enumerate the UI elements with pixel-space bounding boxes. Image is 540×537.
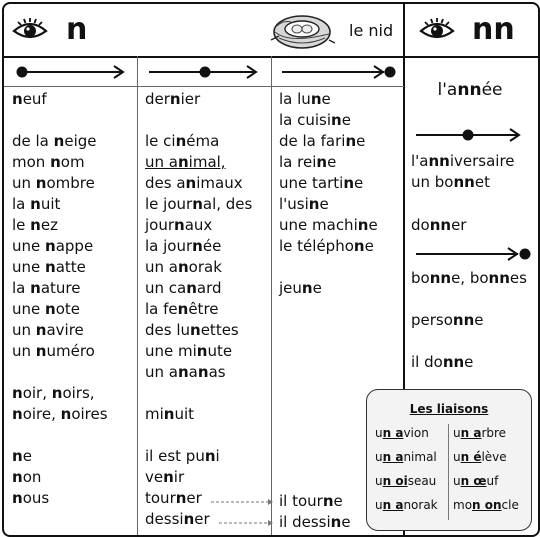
arrow-start-icon — [14, 62, 128, 82]
word-item: un bonnet — [411, 173, 490, 191]
liaisons-divider — [448, 424, 449, 520]
nn-donner — [411, 215, 466, 236]
column-n-end-verbs — [279, 491, 351, 533]
word-item: un animal, — [145, 153, 226, 171]
word-item: tourner — [145, 489, 202, 507]
col-divider-1 — [137, 56, 138, 535]
word-item: l'usine — [279, 195, 329, 213]
word-item: bonne, bonnes — [411, 269, 527, 287]
nn-title-word — [404, 80, 536, 101]
liaisons-box — [366, 389, 532, 531]
letter-nn-title: nn — [472, 12, 515, 47]
eye-icon — [419, 16, 455, 42]
word-item: un nombre — [12, 174, 95, 192]
word-item: jeune — [279, 279, 322, 297]
word-item — [12, 110, 108, 131]
liaison-item: un arbre — [453, 426, 507, 440]
word-item: le téléphone — [279, 237, 374, 255]
word-item: minuit — [145, 405, 195, 423]
word-item: personne — [411, 311, 484, 329]
arrow-middle-icon — [414, 125, 526, 145]
word-item: des lunettes — [145, 321, 239, 339]
liaisons-title: Les liaisons — [409, 402, 489, 416]
nn-end-words — [411, 268, 527, 394]
word-item: noire, noires — [12, 405, 108, 423]
word-item: une note — [12, 300, 80, 318]
letter-n-title: n — [66, 12, 88, 47]
word-item: de la neige — [12, 132, 97, 150]
word-item — [279, 257, 378, 278]
liaison-item: un anorak — [375, 498, 438, 512]
word-item: une machine — [279, 216, 378, 234]
arrow-end-icon — [414, 244, 534, 264]
word-item: la fenêtre — [145, 300, 219, 318]
nn-middle-words — [411, 151, 515, 193]
word-item — [12, 425, 108, 446]
word-item: le nez — [12, 216, 58, 234]
liaison-item: un élève — [453, 450, 507, 464]
column-n-middle — [145, 89, 252, 530]
nest-icon — [269, 10, 335, 52]
word-item: il dessine — [279, 513, 351, 531]
liaison-item: un avion — [375, 426, 429, 440]
column-n-end — [279, 89, 378, 299]
liaison-item: un oiseau — [375, 474, 437, 488]
word-item: ne — [12, 447, 32, 465]
word-item: donner — [411, 216, 467, 234]
word-item: la nuit — [12, 195, 61, 213]
word-item: l'anniversaire — [411, 152, 515, 170]
word-item: il donne — [411, 353, 474, 371]
word-item: des animaux — [145, 174, 243, 192]
word-item: dessiner — [145, 510, 210, 528]
arrow-row-separator — [4, 86, 404, 87]
word-item: l'année — [437, 80, 503, 100]
word-item: le journal, des — [145, 195, 253, 213]
word-item: la reine — [279, 153, 337, 171]
word-item: de la farine — [279, 132, 366, 150]
worksheet-card — [2, 2, 540, 537]
word-item: noir, noirs, — [12, 384, 95, 402]
word-item: un anorak — [145, 258, 222, 276]
word-item: il tourne — [279, 492, 343, 510]
eye-icon — [12, 16, 48, 42]
word-item: non — [12, 468, 42, 486]
word-item: une nappe — [12, 237, 94, 255]
word-item: un ananas — [145, 363, 226, 381]
word-item: neuf — [12, 90, 47, 108]
word-item: il est puni — [145, 447, 220, 465]
word-item: la cuisine — [279, 111, 351, 129]
dashed-arrows — [209, 495, 277, 529]
word-item: une minute — [145, 342, 233, 360]
word-item: un numéro — [12, 342, 95, 360]
word-item — [145, 425, 252, 446]
word-item — [145, 110, 252, 131]
word-item — [12, 362, 108, 383]
column-n-start — [12, 89, 108, 509]
word-item: venir — [145, 468, 185, 486]
arrow-end-icon — [280, 62, 398, 82]
word-item: le cinéma — [145, 132, 220, 150]
arrow-middle-icon — [147, 62, 261, 82]
word-item: mon nom — [12, 153, 85, 171]
word-item: une tartine — [279, 174, 364, 192]
nid-label: le nid — [349, 21, 394, 40]
liaison-item: un œuf — [453, 474, 499, 488]
word-item: la nature — [12, 279, 81, 297]
liaison-item: mon oncle — [453, 498, 519, 512]
word-item — [145, 383, 252, 404]
word-item: la journée — [145, 237, 222, 255]
word-item: dernier — [145, 90, 201, 108]
liaison-item: un animal — [375, 450, 437, 464]
col-divider-2 — [271, 56, 272, 535]
word-item: une natte — [12, 258, 86, 276]
word-item: un canard — [145, 279, 222, 297]
word-item: la lune — [279, 90, 331, 108]
word-item: journaux — [145, 216, 213, 234]
word-item: nous — [12, 489, 50, 507]
word-item: un navire — [12, 321, 84, 339]
